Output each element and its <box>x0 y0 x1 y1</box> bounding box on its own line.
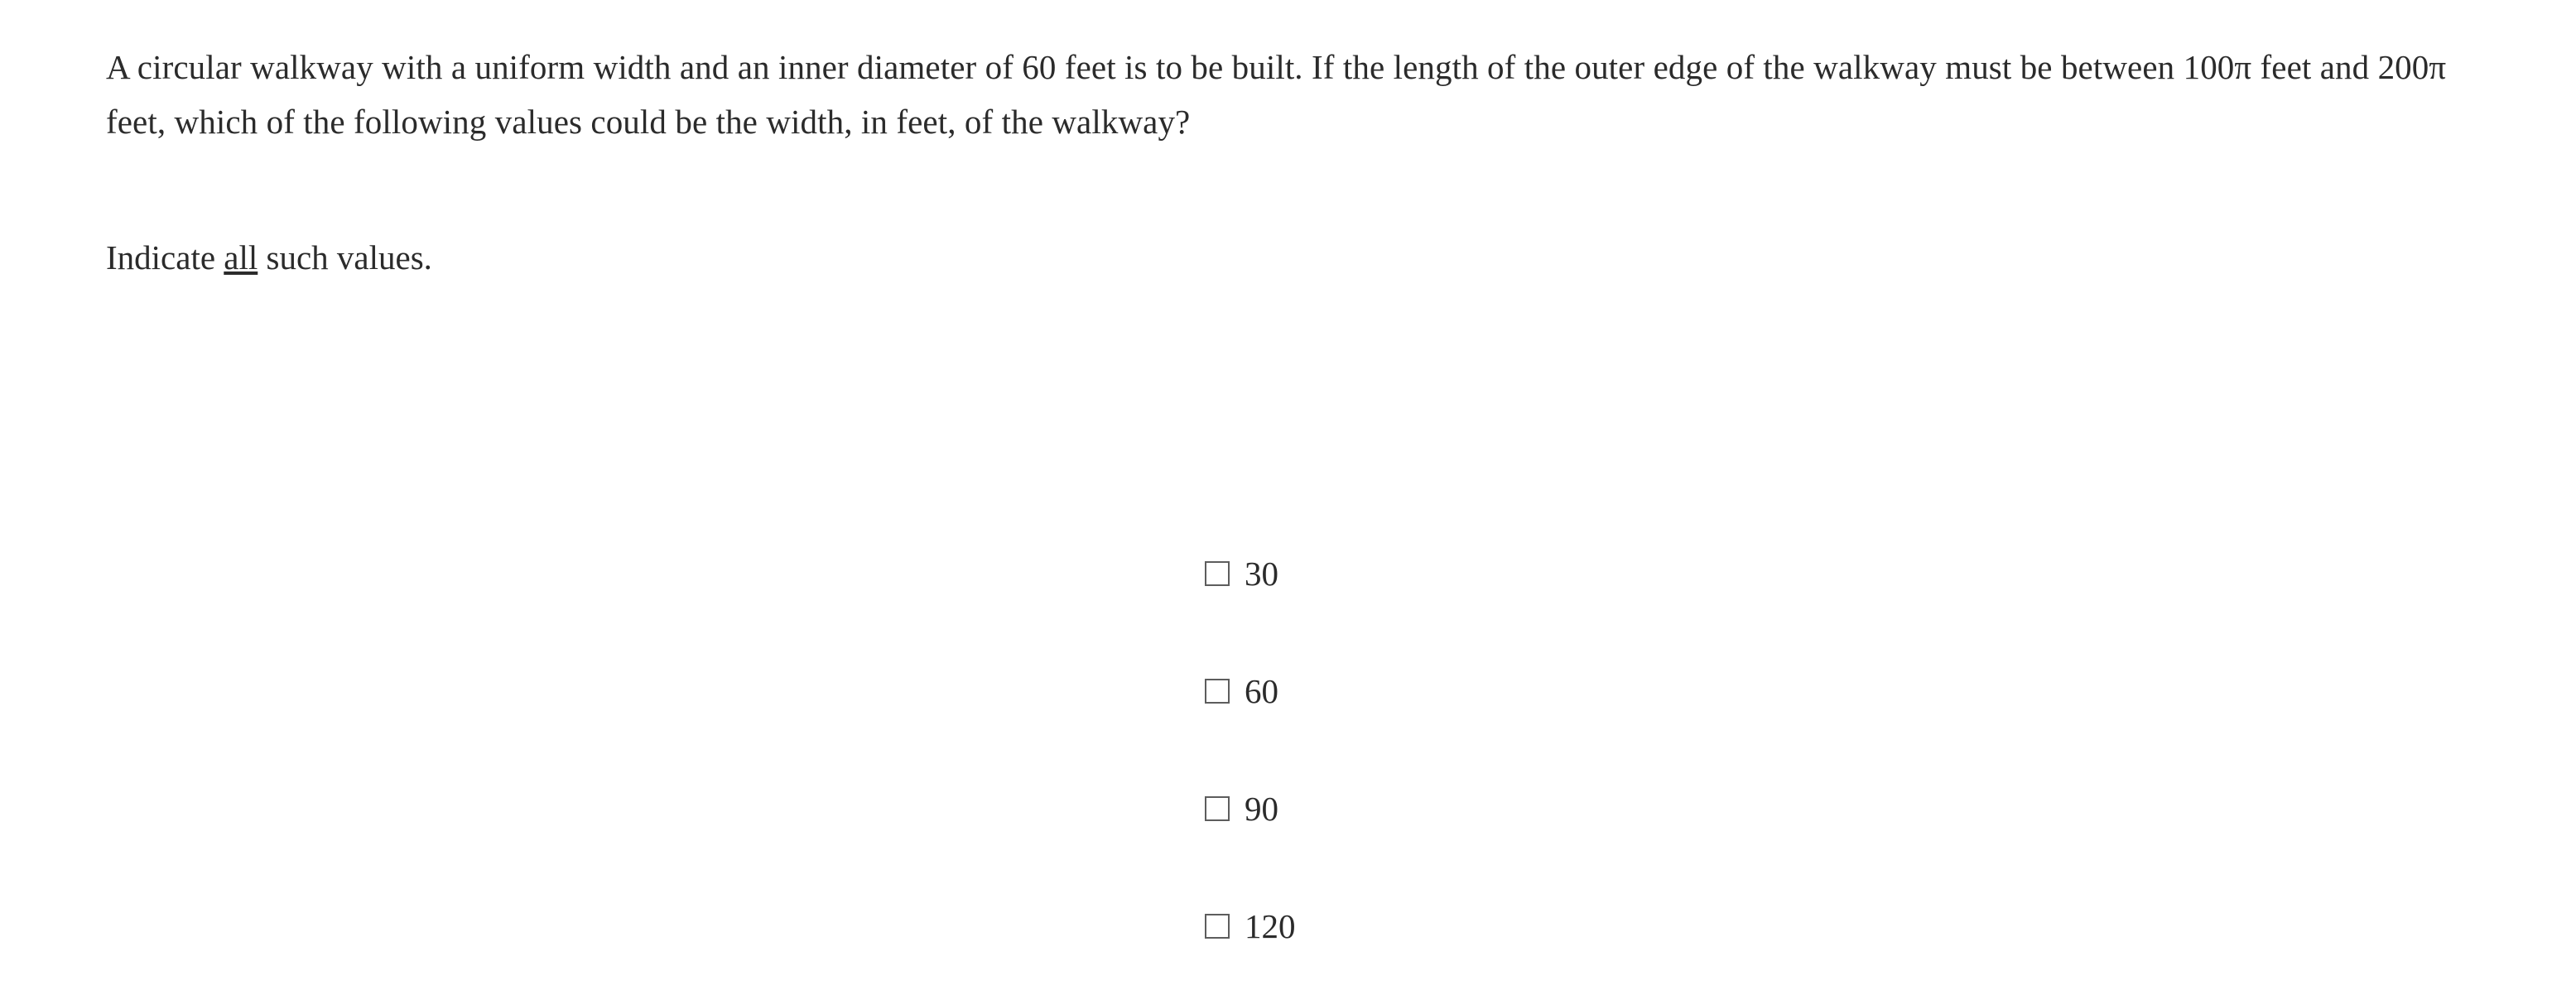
instruction-text-after: such values. <box>258 238 432 276</box>
checkbox-icon-option-2[interactable] <box>1205 679 1230 704</box>
instruction-text-before: Indicate <box>106 238 224 276</box>
option-label-2[interactable]: 60 <box>1245 671 1278 710</box>
question-prompt-block <box>106 40 2470 150</box>
list-item[interactable] <box>1205 632 1296 750</box>
checkbox-icon-option-3[interactable] <box>1205 796 1230 821</box>
answer-options-list <box>1205 515 1296 985</box>
option-label-3[interactable]: 90 <box>1245 789 1278 828</box>
option-label-4[interactable]: 120 <box>1245 906 1296 945</box>
instruction-emphasis: all <box>224 238 258 276</box>
list-item[interactable] <box>1205 515 1296 632</box>
option-label-1[interactable]: 30 <box>1245 554 1278 593</box>
list-item[interactable] <box>1205 750 1296 867</box>
list-item[interactable] <box>1205 867 1296 985</box>
question-instruction <box>106 234 432 281</box>
checkbox-icon-option-1[interactable] <box>1205 561 1230 586</box>
checkbox-icon-option-4[interactable] <box>1205 914 1230 939</box>
question-prompt-text: A circular walkway with a uniform width and an inner diameter of 60 feet is to be built. If the length of the outer edge of the walkway must be between 100π feet and 200π feet, which of the following values could be the width, in feet, of the walkway? <box>106 48 2447 142</box>
